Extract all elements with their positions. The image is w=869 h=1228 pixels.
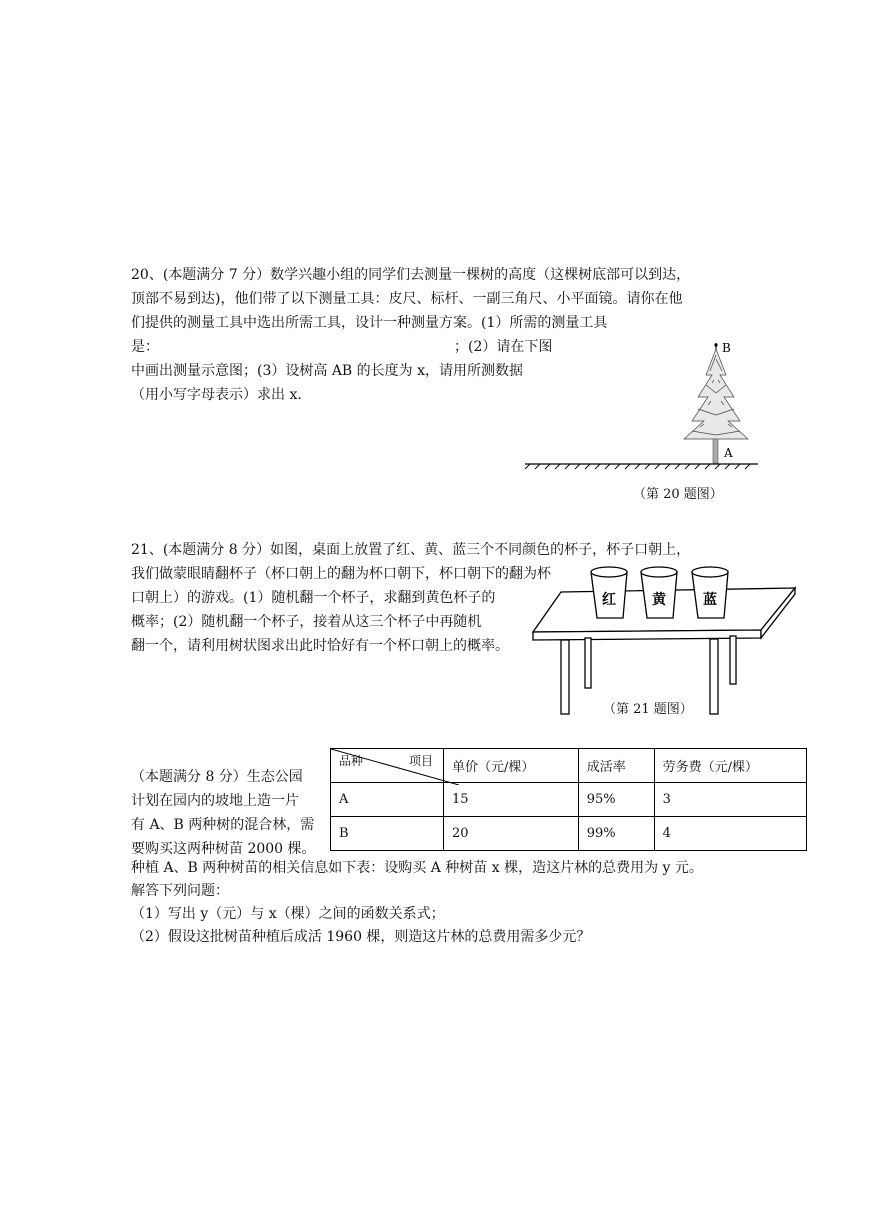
table-header-row — [331, 749, 807, 783]
table-header-cell: 单价（元/棵） — [444, 749, 579, 783]
q22-line-2: 计划在园内的坡地上造一片 — [131, 793, 299, 809]
cup-blue-label: 蓝 — [703, 592, 717, 608]
label-a: A — [724, 446, 733, 460]
q21-line-5: 翻一个，请利用树状图求出此时恰好有一个杯口朝上的概率。 — [131, 638, 509, 654]
q22-line-1: （本题满分 8 分）生态公园 — [131, 769, 303, 785]
cup-yellow-label: 黄 — [652, 592, 666, 608]
table-cell: A — [331, 783, 444, 817]
q20-line-2: 顶部不易到达)，他们带了以下测量工具：皮尺、标杆、一副三角尺、小平面镜。请你在他 — [131, 291, 683, 307]
table-cell: 4 — [654, 817, 806, 851]
q22-line-5: 种植 A、B 两种树苗的相关信息如下表：设购买 A 种树苗 x 棵，造这片林的总费用为 y 元。 — [131, 860, 703, 876]
table-cell: 20 — [444, 817, 579, 851]
q21-figure-caption: （第 21 题图） — [603, 702, 693, 717]
q22-line-7: （1）写出 y（元）与 x（棵）之间的函数关系式； — [131, 906, 445, 922]
q22-line-8: （2）假设这批树苗种植后成活 1960 棵，则造这片林的总费用需多少元？ — [131, 929, 591, 945]
q20-line-4b: ；(2）请在下图 — [454, 339, 553, 355]
cup-red-label: 红 — [602, 592, 616, 608]
q20-line-6: （用小写字母表示）求出 x. — [131, 387, 302, 403]
q20-line-1: 20、(本题满分 7 分）数学兴趣小组的同学们去测量一棵树的高度（这棵树底部可以到达， — [131, 267, 691, 283]
corner-label-variety: 品种 — [339, 754, 364, 768]
label-b: B — [722, 341, 731, 355]
tree-figure — [520, 335, 770, 470]
table-header-cell: 成活率 — [578, 749, 654, 783]
table-row — [331, 817, 807, 851]
table-corner-cell — [331, 749, 444, 783]
table-row — [331, 783, 807, 817]
table-cell: 95% — [578, 783, 654, 817]
q21-line-4: 概率；(2）随机翻一个杯子，接着从这三个杯子中再随机 — [131, 614, 482, 630]
q22-line-6: 解答下列问题： — [131, 883, 229, 899]
q20-figure-caption: （第 20 题图） — [633, 487, 723, 502]
table-cell: 3 — [654, 783, 806, 817]
q20-line-5: 中画出测量示意图；(3）设树高 AB 的长度为 x，请用所测数据 — [131, 363, 524, 379]
q22-line-3: 有 A、B 两种树的混合林，需 — [131, 817, 315, 833]
q20-line-3: 们提供的测量工具中选出所需工具，设计一种测量方案。(1）所需的测量工具 — [131, 315, 608, 331]
q21-line-2: 我们做蒙眼睛翻杯子（杯口朝上的翻为杯口朝下，杯口朝下的翻为杯 — [131, 566, 551, 582]
q21-line-3: 口朝上）的游戏。(1）随机翻一个杯子，求翻到黄色杯子的 — [131, 590, 496, 606]
table-cell: 15 — [444, 783, 579, 817]
q22-line-4: 要购买这两种树苗 2000 棵。 — [131, 841, 316, 857]
table-cell: 99% — [578, 817, 654, 851]
table-header-cell: 劳务费（元/棵） — [654, 749, 806, 783]
table-cups-figure — [525, 560, 805, 720]
corner-label-item: 项目 — [408, 754, 433, 768]
table-cell: B — [331, 817, 444, 851]
tree-info-table — [330, 748, 807, 851]
q20-line-4a: 是： — [131, 339, 159, 355]
q21-line-1: 21、(本题满分 8 分）如图，桌面上放置了红、黄、蓝三个不同颜色的杯子，杯子口朝上， — [131, 542, 691, 558]
